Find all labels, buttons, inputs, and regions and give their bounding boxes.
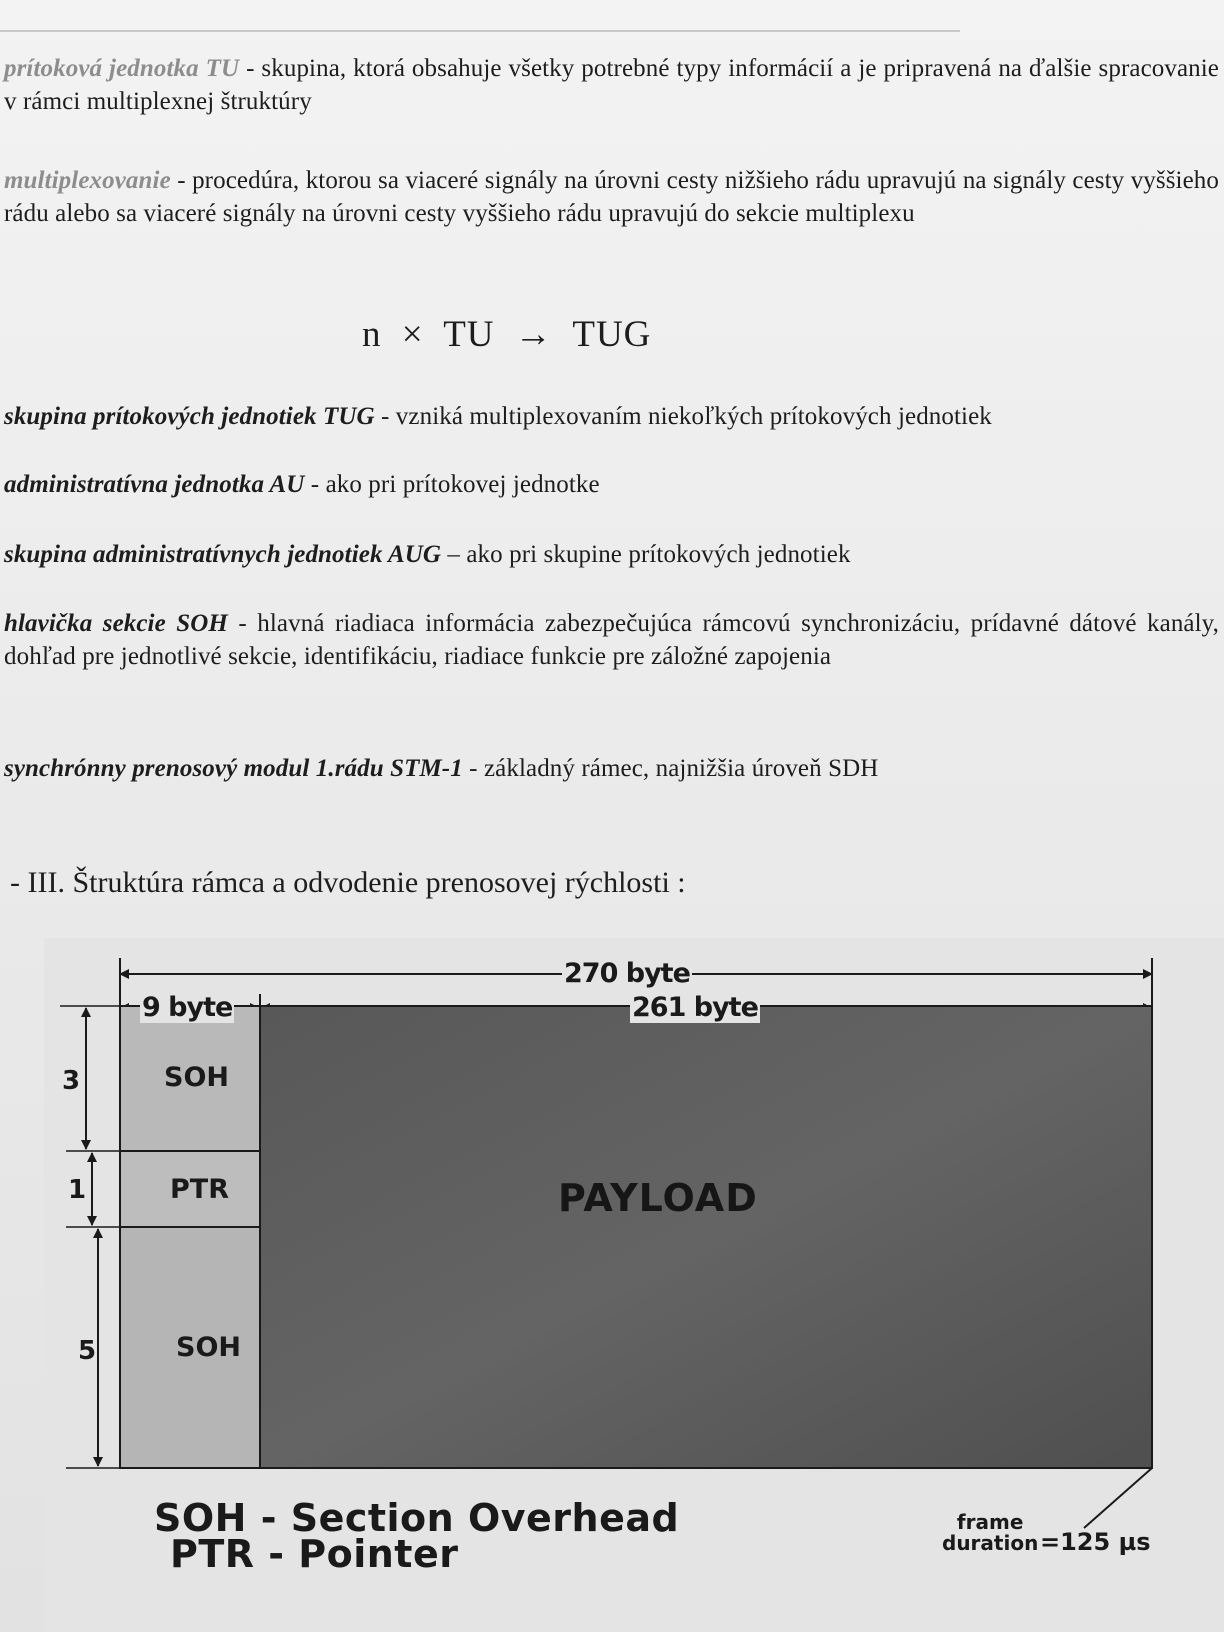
ptr-label: PTR	[170, 1174, 229, 1205]
soh-lower-label: SOH	[176, 1332, 241, 1363]
definition-aug	[4, 538, 1219, 571]
definition-term: administratívna jednotka AU	[4, 471, 305, 498]
definition-text: - procedúra, ktorou sa viaceré signály na úrovni cesty nižšieho rádu upravujú na signály cesty vyššieho rádu alebo sa viaceré signály na úrovni cesty vyššieho rádu upravujú do sekcie multiplexu	[4, 167, 1219, 227]
frame-duration-caption	[942, 1512, 1038, 1554]
payload-width-label: 261 byte	[632, 992, 758, 1023]
payload-label: PAYLOAD	[558, 1176, 758, 1220]
stm1-frame-diagram	[44, 938, 1224, 1632]
soh-upper-label: SOH	[164, 1062, 229, 1093]
definition-term: prítoková jednotka TU	[4, 55, 240, 82]
definition-tug	[4, 400, 1219, 433]
definition-stm1	[4, 752, 1219, 785]
total-width-label: 270 byte	[564, 958, 690, 989]
definition-term: multiplexovanie	[4, 167, 171, 194]
definition-term: skupina administratívnych jednotiek AUG	[4, 541, 442, 568]
definition-multiplexing	[4, 164, 1219, 230]
rows-1-count: 1	[68, 1175, 87, 1205]
payload-region	[260, 1006, 1152, 1468]
frame-duration-word-1: frame	[956, 1510, 1024, 1534]
definition-au	[4, 468, 1219, 501]
definition-tu	[4, 52, 1219, 118]
frame-duration-value: =125 µs	[1040, 1528, 1151, 1556]
definition-text: - ako pri prítokovej jednotke	[304, 471, 600, 498]
definition-term: hlavička sekcie SOH	[4, 610, 228, 637]
definition-text: - vzniká multiplexovaním niekoľkých prítokových jednotiek	[374, 403, 992, 430]
overhead-width-label: 9 byte	[142, 992, 233, 1023]
legend-soh: SOH - Section Overhead	[154, 1496, 680, 1540]
frame-duration-word-2: duration	[942, 1531, 1039, 1555]
duration-leader	[1084, 1468, 1152, 1528]
definition-soh	[4, 607, 1219, 673]
legend-ptr: PTR - Pointer	[170, 1532, 459, 1576]
page-top-rule	[0, 30, 960, 32]
formula: n × TU → TUG	[362, 314, 652, 355]
definition-text: – ako pri skupine prítokových jednotiek	[441, 541, 851, 568]
definition-text: - skupina, ktorá obsahuje všetky potrebné typy informácií a je pripravená na ďalšie spracovanie v rámci multiplexnej štruktúry	[4, 55, 1219, 115]
rows-3-count: 3	[62, 1066, 81, 1096]
rows-5-count: 5	[78, 1336, 97, 1366]
definition-term: skupina prítokových jednotiek TUG	[4, 403, 375, 430]
definition-text: - hlavná riadiaca informácia zabezpečujúca rámcovú synchronizáciu, prídavné dátové kanály, dohľad pre jednotlivé sekcie, identifikáciu, riadiace funkcie pre záložné zapojenia	[4, 610, 1219, 670]
section-heading: - III. Štruktúra rámca a odvodenie prenosovej rýchlosti :	[10, 866, 686, 899]
definition-term: synchrónny prenosový modul 1.rádu STM-1	[4, 755, 463, 782]
definition-text: - základný rámec, najnižšia úroveň SDH	[462, 755, 879, 782]
